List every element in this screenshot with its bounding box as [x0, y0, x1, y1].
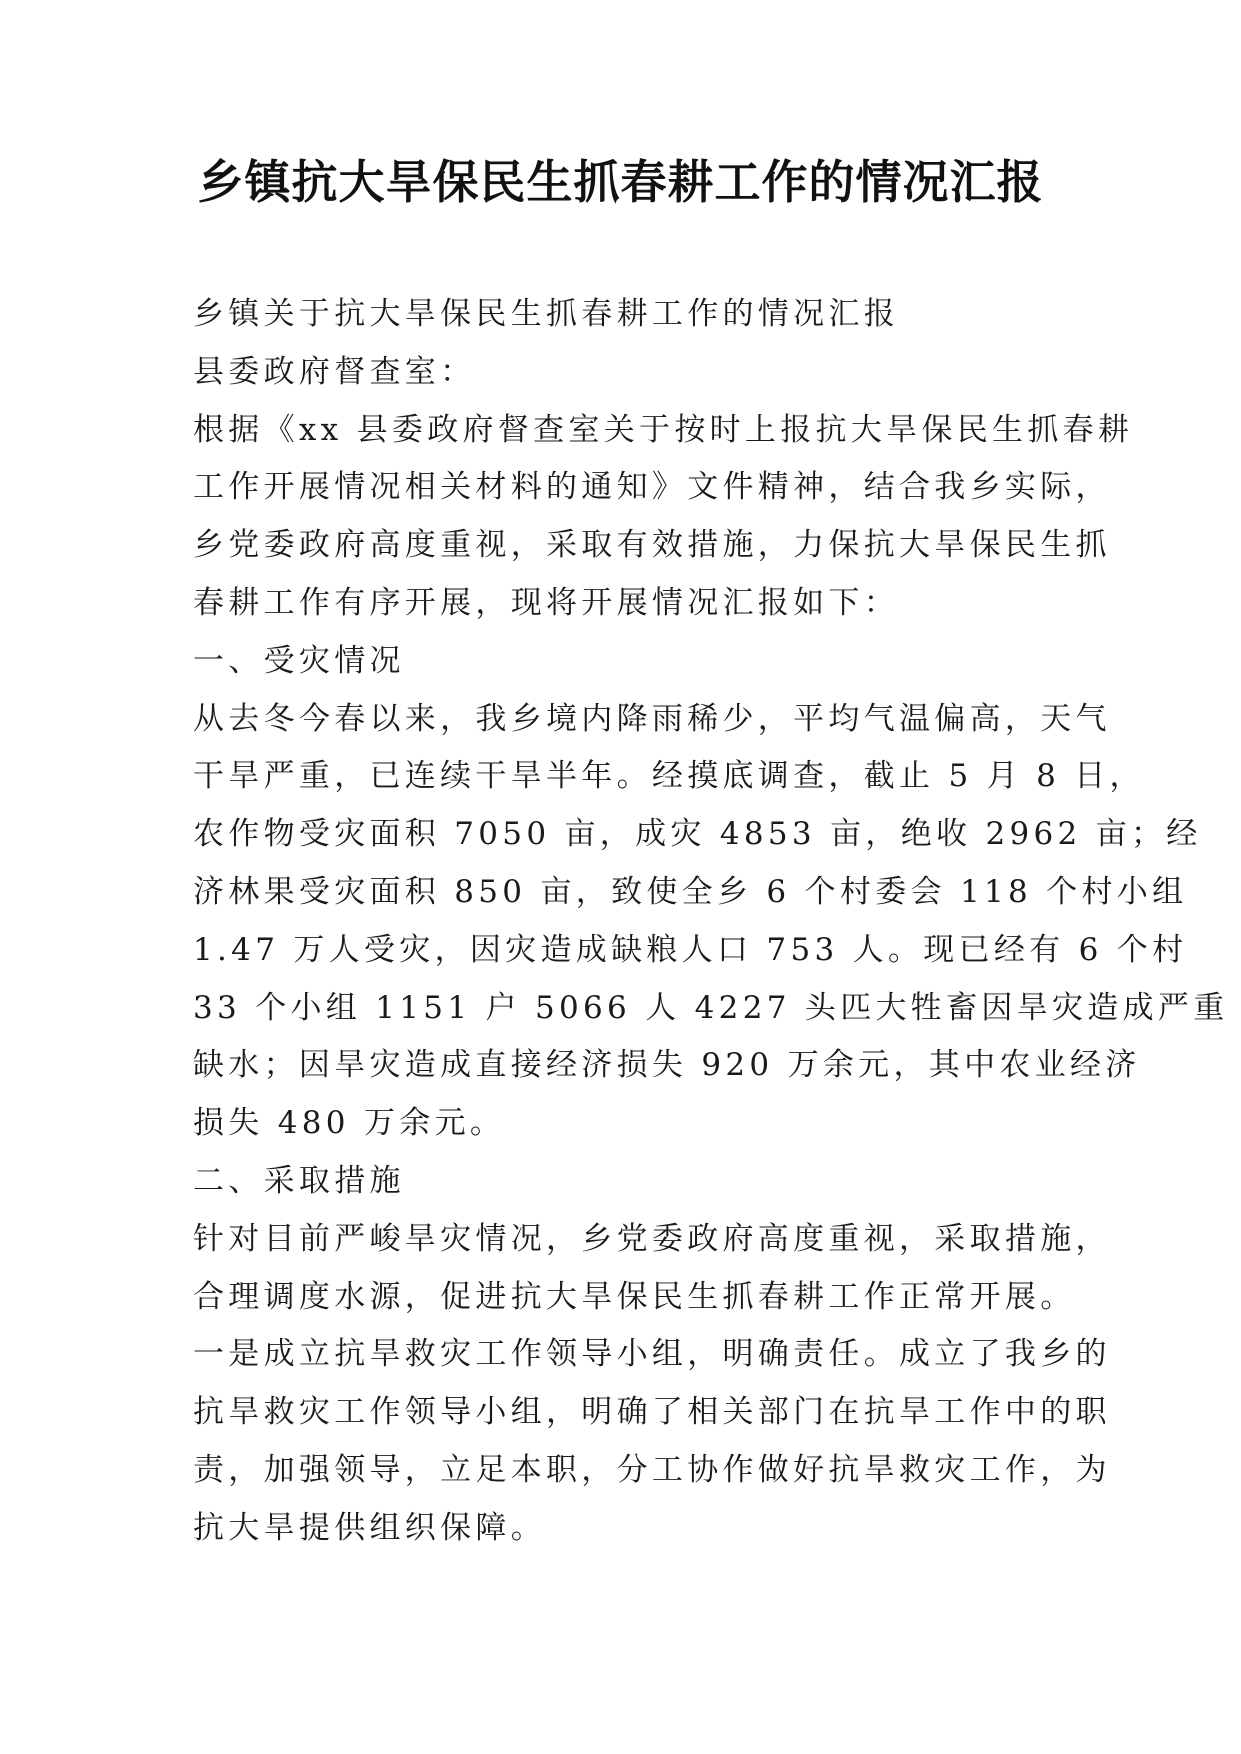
- body-line: 抗大旱提供组织保障。: [193, 1509, 546, 1546]
- body-line: 针对目前严峻旱灾情况，乡党委政府高度重视，采取措施，: [193, 1220, 1111, 1257]
- body-line: 干旱严重，已连续干旱半年。经摸底调查，截止 5 月 8 日，: [193, 758, 1145, 795]
- section-heading-disaster: 一、受灾情况: [193, 642, 405, 679]
- body-line: 根据《xx 县委政府督查室关于按时上报抗大旱保民生抓春耕: [193, 411, 1134, 448]
- document-title: 乡镇抗大旱保民生抓春耕工作的情况汇报: [197, 155, 1044, 209]
- body-line-subtitle: 乡镇关于抗大旱保民生抓春耕工作的情况汇报: [193, 296, 899, 332]
- body-line: 抗旱救灾工作领导小组，明确了相关部门在抗旱工作中的职: [193, 1394, 1111, 1431]
- body-line: 损失 480 万余元。: [193, 1105, 506, 1142]
- body-line-recipient: 县委政府督查室：: [193, 353, 476, 390]
- body-line: 乡党委政府高度重视，采取有效措施，力保抗大旱保民生抓: [193, 527, 1111, 564]
- body-line: 缺水；因旱灾造成直接经济损失 920 万余元，其中农业经济: [193, 1047, 1141, 1084]
- body-line: 工作开展情况相关材料的通知》文件精神，结合我乡实际，: [193, 469, 1111, 506]
- document-body: [193, 286, 1229, 1558]
- section-heading-measures: 二、采取措施: [193, 1162, 405, 1199]
- body-line: 责，加强领导，立足本职，分工协作做好抗旱救灾工作，为: [193, 1451, 1111, 1488]
- body-line: 济林果受灾面积 850 亩，致使全乡 6 个村委会 118 个村小组: [193, 873, 1188, 910]
- body-line: 33 个小组 1151 户 5066 人 4227 头匹大牲畜因旱灾造成严重: [193, 989, 1229, 1026]
- body-line: 1.47 万人受灾，因灾造成缺粮人口 753 人。现已经有 6 个村: [193, 931, 1188, 968]
- body-line: 合理调度水源，促进抗大旱保民生抓春耕工作正常开展。: [193, 1278, 1076, 1315]
- body-line: 春耕工作有序开展，现将开展情况汇报如下：: [193, 584, 899, 621]
- body-line: 一是成立抗旱救灾工作领导小组，明确责任。成立了我乡的: [193, 1336, 1111, 1373]
- body-line: 从去冬今春以来，我乡境内降雨稀少，平均气温偏高，天气: [193, 700, 1111, 737]
- body-line: 农作物受灾面积 7050 亩，成灾 4853 亩，绝收 2962 亩；经: [193, 816, 1202, 853]
